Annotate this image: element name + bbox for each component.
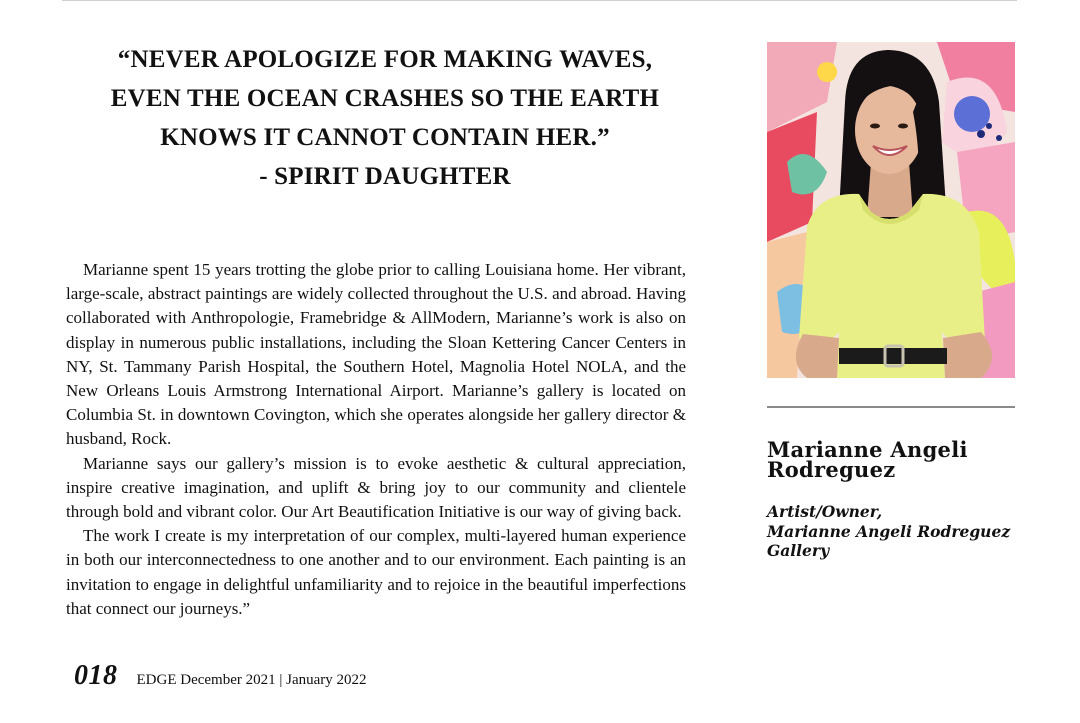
pull-quote-line: “NEVER APOLOGIZE FOR MAKING WAVES, [117, 46, 653, 73]
artist-name-line: Marianne Angeli [767, 437, 968, 462]
page-number: 018 [74, 660, 118, 691]
article-paragraph: Marianne says our gallery’s mission is to evoke aesthetic & cultural appreciation, inspire creative imagination, and uplift & bring joy to our community and clientele through bold and vibrant color. Our Art Beautification Initiative is our way of giving back. [66, 453, 686, 522]
pull-quote-line: EVEN THE OCEAN CRASHES SO THE EARTH [110, 85, 660, 112]
artist-name [767, 437, 1027, 482]
pull-quote-line: KNOWS IT CANNOT CONTAIN HER.” [160, 124, 610, 151]
artist-name-line: Rodreguez [767, 457, 896, 482]
pull-quote [70, 40, 700, 196]
article-paragraph: Marianne spent 15 years trotting the globe prior to calling Louisiana home. Her vibrant, large-scale, abstract paintings are widely collected throughout the U.S. and abroad. Having collaborated with Anthropologie, Framebridge & AllModern, Marianne’s work is also on display in numerous public installations, including the Sloan Kettering Cancer Centers in NY, St. Tammany Parish Hospital, the Southern Hotel, Magnolia Hotel NOLA, and the New Orleans Louis Armstrong International Airport. Marianne’s gallery is located on Columbia St. in downtown Covington, which she operates alongside her gallery director & husband, Rock. [66, 260, 686, 449]
issue-label: EDGE December 2021 | January 2022 [136, 672, 367, 688]
article-body [66, 258, 686, 621]
top-divider [62, 0, 1017, 1]
sidebar-divider [767, 406, 1015, 408]
artist-role [767, 502, 1027, 561]
artist-role-line: Gallery [767, 541, 830, 560]
artist-portrait [767, 42, 1015, 378]
artist-role-line: Marianne Angeli Rodreguez [767, 521, 1011, 541]
portrait-illustration [767, 42, 1015, 378]
pull-quote-attribution: - SPIRIT DAUGHTER [259, 163, 511, 190]
artist-role-line: Artist/Owner, [767, 502, 883, 521]
article-paragraph: The work I create is my interpretation of our complex, multi-layered human experience in both our interconnectedness to one another and to our environment. Each painting is an invitation to engage in delightful unfamiliarity and to rejoice in the beautiful imperfections that connect our journeys.” [66, 526, 686, 618]
page-footer [74, 660, 367, 696]
